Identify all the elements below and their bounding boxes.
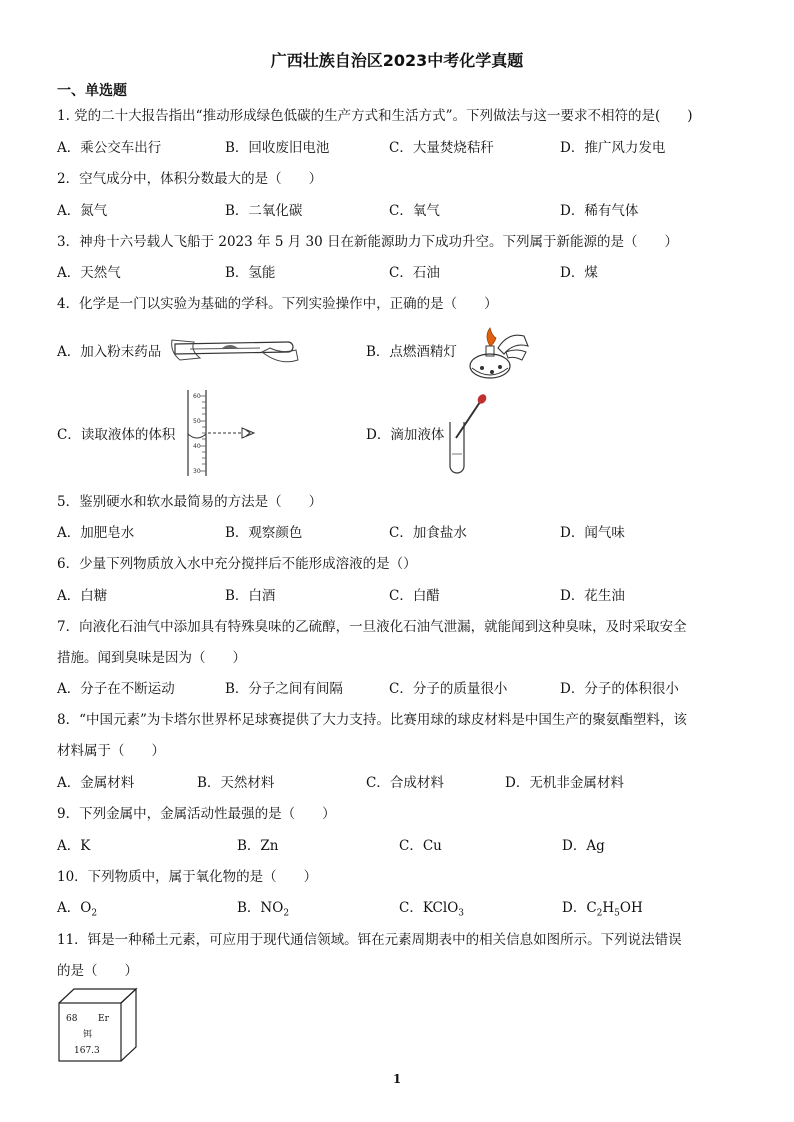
q3-option-a: A．天然气 (57, 265, 121, 281)
cylinder-tick-label: 50 (193, 418, 201, 425)
cylinder-tick-label: 40 (193, 443, 201, 450)
q9-option-c: C．Cu (399, 838, 442, 854)
question-2-stem: 2．空气成分中，体积分数最大的是（ ） (57, 171, 323, 187)
q3-option-b: B．氢能 (225, 265, 276, 281)
question-5-stem: 5．鉴别硬水和软水最简易的方法是（ ） (57, 494, 323, 510)
page-number: 1 (392, 1072, 402, 1086)
q8-option-c: C．合成材料 (366, 775, 444, 791)
q9-option-b: B．Zn (237, 838, 279, 854)
q3-option-d: D．煤 (560, 265, 598, 281)
q4-option-c: C．读取液体的体积 (57, 427, 176, 443)
q10-option-d: D．$C_2H_5OH$ (562, 900, 643, 919)
q9-option-a: A．K (57, 838, 91, 854)
element-atomic-mass: 167.3 (74, 1046, 100, 1056)
q6-option-c: C．白醋 (389, 588, 440, 604)
q5-option-a: A．加肥皂水 (57, 525, 135, 541)
question-11-stem-line-2: 的是（ ） (57, 963, 138, 979)
powder-test-tube-figure (170, 330, 300, 372)
q9-option-d: D．Ag (562, 838, 605, 854)
alcohol-lamp-figure (462, 322, 534, 384)
element-symbol: Er (98, 1014, 109, 1024)
q7-option-c: C．分子的质量很小 (389, 681, 508, 697)
q10-option-c: C．KClO$_3$ (399, 900, 465, 919)
q10-option-a: A．$O_2$ (57, 900, 98, 919)
q4-option-a: A．加入粉末药品 (57, 344, 162, 360)
q5-option-d: D．闻气味 (560, 525, 625, 541)
dropper-test-tube-figure (440, 392, 490, 476)
question-10-stem: 10．下列物质中，属于氧化物的是（ ） (57, 869, 318, 885)
question-7-stem-line-1: 7．向液化石油气中添加具有特殊臭味的乙硫醇，一旦液化石油气泄漏，就能闻到这种臭味，及时采取安全 (57, 619, 687, 635)
question-3-stem: 3．神舟十六号载人飞船于 2023 年 5 月 30 日在新能源助力下成功升空。下列属于新能源的是（ ） (57, 234, 678, 250)
question-4-stem: 4．化学是一门以实验为基础的学科。下列实验操作中，正确的是（ ） (57, 296, 498, 312)
section-heading: 一、单选题 (57, 83, 127, 99)
q7-option-d: D．分子的体积很小 (560, 681, 679, 697)
cylinder-tick-label: 60 (193, 393, 201, 400)
question-9-stem: 9．下列金属中，金属活动性最强的是（ ） (57, 806, 336, 822)
q8-option-d: D．无机非金属材料 (505, 775, 624, 791)
q2-option-d: D．稀有气体 (560, 203, 639, 219)
q8-option-a: A．金属材料 (57, 775, 135, 791)
q4-option-d: D．滴加液体 (366, 427, 445, 443)
periodic-table-element-figure (58, 987, 138, 1063)
q1-option-d: D．推广风力发电 (560, 140, 666, 156)
q7-option-a: A．分子在不断运动 (57, 681, 175, 697)
q6-option-b: B．白酒 (225, 588, 276, 604)
q6-option-a: A．白糖 (57, 588, 108, 604)
q4-option-b: B．点燃酒精灯 (366, 344, 457, 360)
q6-option-d: D．花生油 (560, 588, 625, 604)
q1-option-c: C．大量焚烧秸秆 (389, 140, 494, 156)
q1-option-b: B．回收废旧电池 (225, 140, 330, 156)
q5-option-c: C．加食盐水 (389, 525, 467, 541)
element-name: 铒 (83, 1030, 93, 1040)
question-11-stem-line-1: 11．铒是一种稀土元素，可应用于现代通信领域。铒在元素周期表中的相关信息如图所示。下列说法错误 (57, 932, 682, 948)
question-8-stem-line-2: 材料属于（ ） (57, 743, 165, 759)
q2-option-c: C．氧气 (389, 203, 440, 219)
q3-option-c: C．石油 (389, 265, 440, 281)
element-atomic-number: 68 (66, 1014, 78, 1024)
page-title: 广西壮族自治区2023中考化学真题 (270, 51, 524, 70)
question-1-stem: 1. 党的二十大报告指出“推动形成绿色低碳的生产方式和生活方式”。下列做法与这一要求不相符的是( ) (57, 108, 693, 124)
cylinder-tick-label: 30 (193, 468, 201, 475)
q2-option-a: A．氮气 (57, 203, 108, 219)
question-7-stem-line-2: 措施。闻到臭味是因为（ ） (57, 650, 246, 666)
q5-option-b: B．观察颜色 (225, 525, 303, 541)
graduated-cylinder-figure (180, 386, 260, 478)
q8-option-b: B．天然材料 (197, 775, 275, 791)
q2-option-b: B．二氧化碳 (225, 203, 303, 219)
question-8-stem-line-1: 8．“中国元素”为卡塔尔世界杯足球赛提供了大力支持。比赛用球的球皮材料是中国生产的聚氨酯塑料，该 (57, 712, 687, 728)
q1-option-a: A．乘公交车出行 (57, 140, 162, 156)
q10-option-b: B．$NO_2$ (237, 900, 290, 919)
question-6-stem: 6．少量下列物质放入水中充分搅拌后不能形成溶液的是（） (57, 556, 417, 572)
q7-option-b: B．分子之间有间隔 (225, 681, 343, 697)
